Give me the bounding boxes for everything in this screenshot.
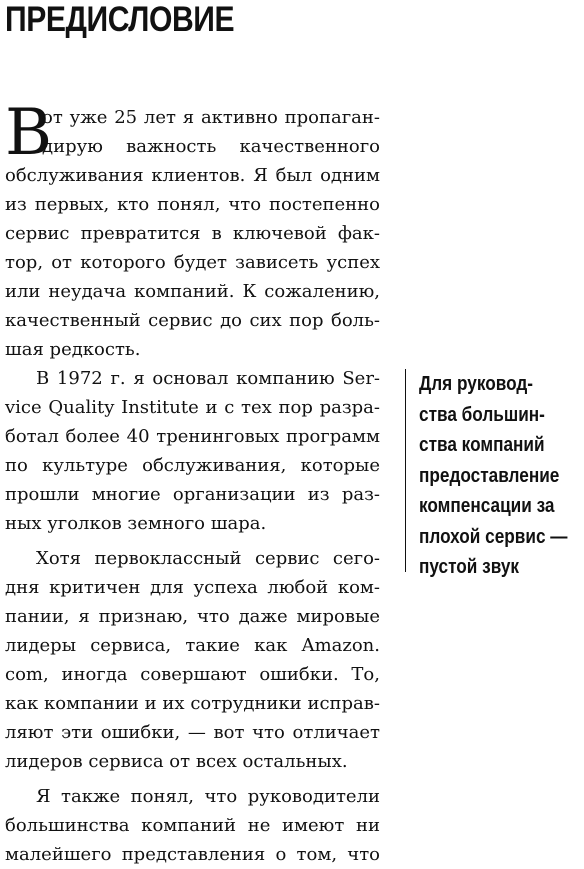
paragraph-3 (5, 544, 380, 776)
paragraph-4 (5, 782, 380, 869)
text-line: лидеров сервиса от всех остальных. (5, 751, 348, 772)
text-line: тор, от которого будет зависеть успех (5, 252, 380, 273)
pull-quote-line: компенсации за (419, 495, 555, 517)
text-line: дирую важность качественного (42, 136, 380, 157)
text-line: Я также понял, что руководители (36, 786, 380, 807)
text-line: малейшего представления о том, что (5, 844, 380, 865)
text-line: Хотя первоклассный сервис сего- (36, 548, 380, 569)
text-line: ляют эти ошибки, — вот что отличает (5, 722, 380, 743)
text-line: как компании и их сотрудники исправ- (5, 693, 380, 714)
pull-quote-line: ства компаний (419, 434, 545, 456)
drop-cap: В (5, 96, 53, 170)
text-line: В 1972 г. я основал компанию Ser- (36, 368, 380, 389)
text-line: пании, я признаю, что даже мировые (5, 606, 380, 627)
sidebar-pull-quote (405, 369, 582, 578)
pull-quote-line: ства большин- (419, 403, 545, 426)
page-title: ПРЕДИСЛОВИЕ (5, 0, 235, 39)
text-line: большинства компаний не имеют ни (5, 815, 380, 836)
text-line: из первых, кто понял, что постепенно (5, 194, 380, 215)
text-line: качественный сервис до сих пор боль- (5, 310, 380, 331)
text-line: шая редкость. (5, 339, 141, 360)
paragraph-2 (5, 364, 380, 538)
text-line: com, иногда совершают ошибки. То, (5, 664, 380, 685)
text-line: ных уголков земного шара. (5, 513, 267, 534)
pull-quote-line: пустой звук (419, 556, 520, 578)
text-line: лидеры сервиса, такие как Amazon. (5, 635, 380, 656)
pull-quote-line: плохой сервис — (419, 525, 568, 548)
text-line: по культуре обслуживания, которые (5, 455, 380, 476)
text-line: обслуживания клиентов. Я был одним (5, 165, 380, 186)
paragraph-1 (5, 96, 380, 364)
pull-quote-line: Для руковод- (419, 373, 534, 395)
pull-quote-text (419, 369, 567, 583)
text-line: прошли многие организации из раз- (5, 484, 380, 505)
pull-quote-line: предоставление (419, 464, 560, 487)
text-line: от уже 25 лет я активно пропаган- (42, 107, 380, 128)
main-text (5, 96, 380, 869)
text-line: или неудача компаний. К сожалению, (5, 281, 380, 302)
text-line: ботал более 40 тренинговых программ (5, 426, 380, 447)
text-line: vice Quality Institute и с тех пор разра- (5, 397, 380, 418)
text-line: сервис превратится в ключевой фак- (5, 223, 380, 244)
text-line: дня критичен для успеха любой ком- (5, 577, 380, 598)
